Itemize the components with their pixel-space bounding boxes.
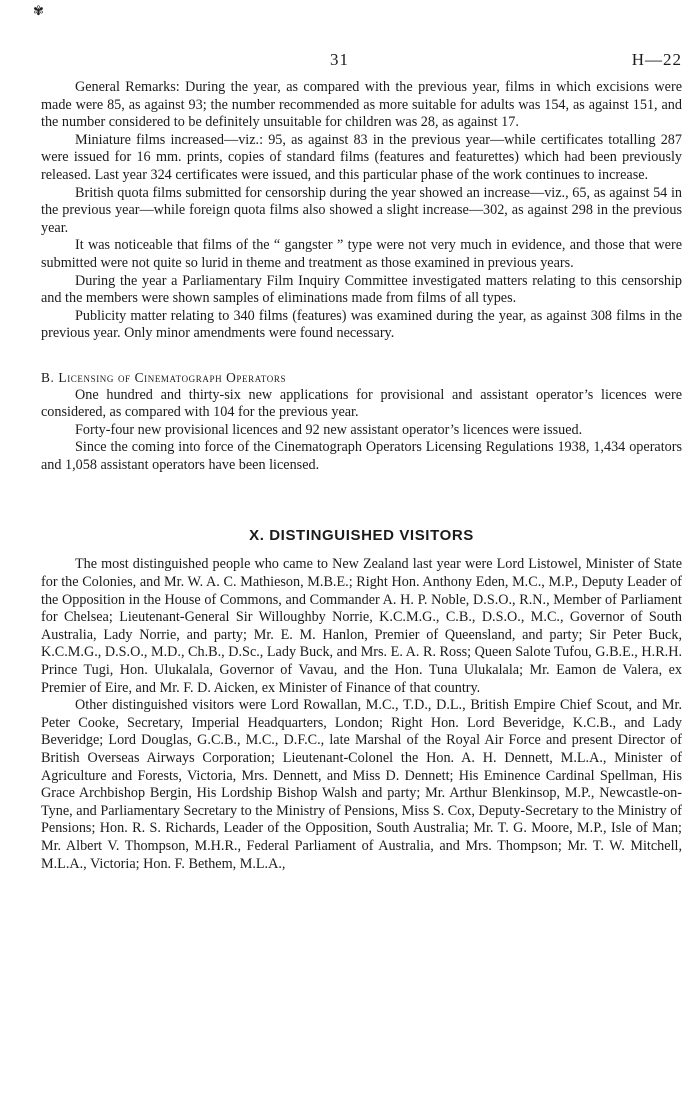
section-heading-distinguished-visitors: X. DISTINGUISHED VISITORS xyxy=(249,527,474,545)
paragraph-publicity-matter: Publicity matter relating to 340 films (features) was examined during the year, as against 308 films in the previous year. Only minor amendments were found necessary. xyxy=(41,307,682,342)
paragraph-new-applications: One hundred and thirty-six new applications for provisional and assistant operator’s licences were considered, as compared with 104 for the previous year. xyxy=(41,386,682,421)
printer-ornament: ✾ xyxy=(33,3,44,18)
paragraph-most-distinguished: The most distinguished people who came to New Zealand last year were Lord Listowel, Minister of State for the Colonies, and Mr. W. A. C. Mathieson, M.B.E.; Right Hon. Anthony Eden, M.C., M.P., Deputy Leader of the Opposition in the House of Commons, and Commander A. H. P. Noble, D.S.O., R.N., Member of Parliament for Chelsea; Lieutenant-General Sir Willoughby Norrie, K.C.M.G., C.B., D.S.O., M.C., Governor of South Australia, Lady Norrie, and party; Mr. E. M. Hanlon, Premier of Queensland, and party; Sir Peter Buck, K.C.M.G., D.S.O., M.D., Ch.B., D.Sc., Lady Buck, and Mrs. E. A. R. Ross; Queen Salote Tufou, G.B.E., H.R.H. Prince Tugi, Hon. Ulukalala, Governor of Vavau, and the Hon. Tuna Ulukalala; Mr. Eamon de Valera, ex Premier of Eire, and Mr. F. D. Aicken, ex Minister of Finance of that country. xyxy=(41,556,682,696)
paragraph-other-visitors: Other distinguished visitors were Lord Rowallan, M.C., T.D., D.L., British Empire Chief Scout, and Mr. Peter Cooke, Secretary, Imperial Headquarters, London; Right Hon. Lord Beveridge, K.C.B., and Lady Beveridge; Lord Douglas, G.C.B., M.C., D.F.C., late Marshal of the Royal Air Force and present Director of British Overseas Airways Corporation; Lieutenant-Colonel the Hon. A. H. Dennett, M.L.A., Minister of Agriculture and Forests, Victoria, Mrs. Dennett, and Miss D. Dennett; His Eminence Cardinal Spellman, His Grace Archbishop Bergin, His Lordship Bishop Walsh and party; Mr. Arthur Blenkinsop, M.P., Newcastle-on-Tyne, and Parliamentary Secretary to the Ministry of Pensions, Miss S. Cox, Deputy-Secretary to the Ministry of Pensions; Hon. R. S. Richards, Leader of the Opposition, South Australia; Mr. T. G. Moore, M.P., Isle of Man; Mr. Albert V. Thompson, M.H.R., Federal Parliament of Australia, and Mrs. Thompson; Mr. T. W. Mitchell, M.L.A., Victoria; Hon. F. Bethem, M.L.A., xyxy=(41,697,682,872)
document-reference: H—22 xyxy=(631,50,682,69)
page-body xyxy=(41,79,682,873)
paragraph-regulations-1938: Since the coming into force of the Cinematograph Operators Licensing Regulations 1938, 1,434 operators and 1,058 assistant operators have been licensed. xyxy=(41,439,682,473)
paragraph-miniature-films: Miniature films increased—viz.: 95, as against 83 in the previous year—while certificates totalling 287 were issued for 16 mm. prints, copies of standard films (features and featurettes) which had been previously released. Last year 324 certificates were issued, and this particular phase of the work continues to increase. xyxy=(41,131,682,183)
paragraph-general-remarks: General Remarks: During the year, as compared with the previous year, films in which excisions were made were 85, as against 93; the number recommended as more suitable for adults was 154, as against 151, and the number considered to be definitely unsuitable for children was 28, as against 17. xyxy=(41,79,682,131)
paragraph-quota-films: British quota films submitted for censorship during the year showed an increase—viz., 65, as against 54 in the previous year—while foreign quota films also showed a slight increase—302, as against 298 in the previous year. xyxy=(41,184,682,236)
paragraph-licences-issued: Forty-four new provisional licences and 92 new assistant operator’s licences were issued. xyxy=(75,421,583,438)
paragraph-gangster-films: It was noticeable that films of the “ gangster ” type were not very much in evidence, and those that were submitted were not quite so lurid in theme and treatment as those examined in previous years. xyxy=(41,237,682,271)
page-number: 31 xyxy=(330,50,349,69)
section-heading-licensing: B. Licensing of Cinematograph Operators xyxy=(41,369,287,385)
paragraph-inquiry-committee: During the year a Parliamentary Film Inquiry Committee investigated matters relating to this censorship and the members were shown samples of eliminations made from films of all types. xyxy=(41,272,682,307)
